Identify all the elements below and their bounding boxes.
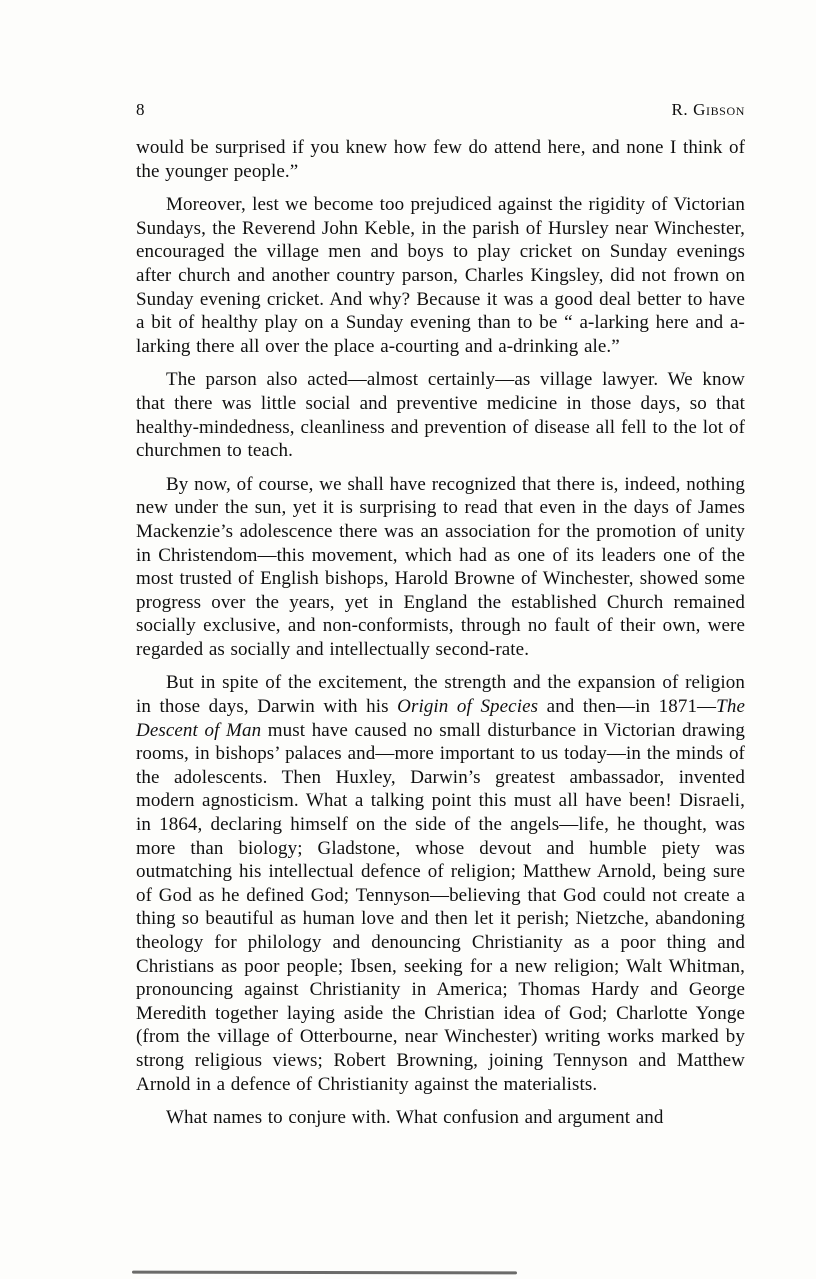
- scan-artifact-line: [132, 1271, 517, 1275]
- text-run: By now, of course, we shall have recognized that there is, indeed, nothing new under the sun, yet it is surprising to read that even in the days of James Mackenzie’s adolescence there was an association for the promotion of unity in Christendom—this movement, which had as one of its leaders one of the most trusted of English bishops, Harold Browne of Winchester, showed some progress over the years, yet in England the established Church remained socially exclusive, and non-conformists, through no fault of their own, were regarded as socially and intellectually second-rate.: [136, 473, 745, 660]
- paragraph: [136, 473, 745, 662]
- paragraph: [136, 193, 745, 358]
- text-run: would be surprised if you knew how few do attend here, and none I think of the younger people.”: [136, 137, 745, 182]
- page-header: [136, 100, 745, 120]
- text-run: Moreover, lest we become too prejudiced against the rigidity of Victorian Sundays, the Reverend John Keble, in the parish of Hursley near Winchester, encouraged the village men and boys to play cricket on Sunday evenings after church and another country parson, Charles Kingsley, did not frown on Sunday evening cricket. And why? Because it was a good deal better to have a bit of healthy play on a Sunday evening than to be “ a-larking here and a-larking there all over the place a-courting and a-drinking ale.”: [136, 194, 745, 357]
- text-run: must have caused no small disturbance in Victorian drawing rooms, in bishops’ palaces and—more important to us today—in the minds of the adolescents. Then Huxley, Darwin’s greatest ambassador, invented modern agnosticism. What a talking point this must all have been! Disraeli, in 1864, declaring himself on the side of the angels—life, he thought, was more than biology; Gladstone, whose devout and humble piety was outmatching his intellectual defence of religion; Matthew Arnold, being sure of God as he defined God; Tennyson—believing that God could not create a thing so beautiful as human love and then let it perish; Nietzche, abandoning theology for philology and denouncing Christianity as a poor thing and Christians as poor people; Ibsen, seeking for a new religion; Walt Whitman, pronouncing against Christianity in America; Thomas Hardy and George Meredith together laying aside the Christian idea of God; Charlotte Yonge (from the village of Otterbourne, near Winchester) writing works marked by strong religious views; Robert Browning, joining Tennyson and Matthew Arnold in a defence of Christianity against the materialists.: [136, 719, 745, 1095]
- text-run: What names to conjure with. What confusion and argument and: [166, 1107, 664, 1129]
- page-body: [136, 136, 745, 1130]
- paragraph: [136, 368, 745, 462]
- running-head-author: R. Gibson: [671, 100, 745, 119]
- text-block: [136, 100, 745, 1130]
- paragraph: [136, 136, 745, 183]
- paragraph: [136, 671, 745, 1096]
- italic-text-run: Origin of Species: [397, 696, 539, 718]
- text-run: and then—in 1871—: [538, 696, 717, 718]
- text-run: The parson also acted—almost certainly—as village lawyer. We know that there was little social and preventive medicine in those days, so that healthy-mindedness, cleanliness and prevention of disease all fell to the lot of churchmen to teach.: [136, 369, 745, 462]
- paragraph: [136, 1106, 745, 1130]
- page-number: 8: [136, 100, 145, 119]
- italic-text-run: The Descent of Man: [136, 696, 745, 741]
- text-run: But in spite of the excitement, the strength and the expansion of religion in those days, Darwin with his: [136, 672, 745, 718]
